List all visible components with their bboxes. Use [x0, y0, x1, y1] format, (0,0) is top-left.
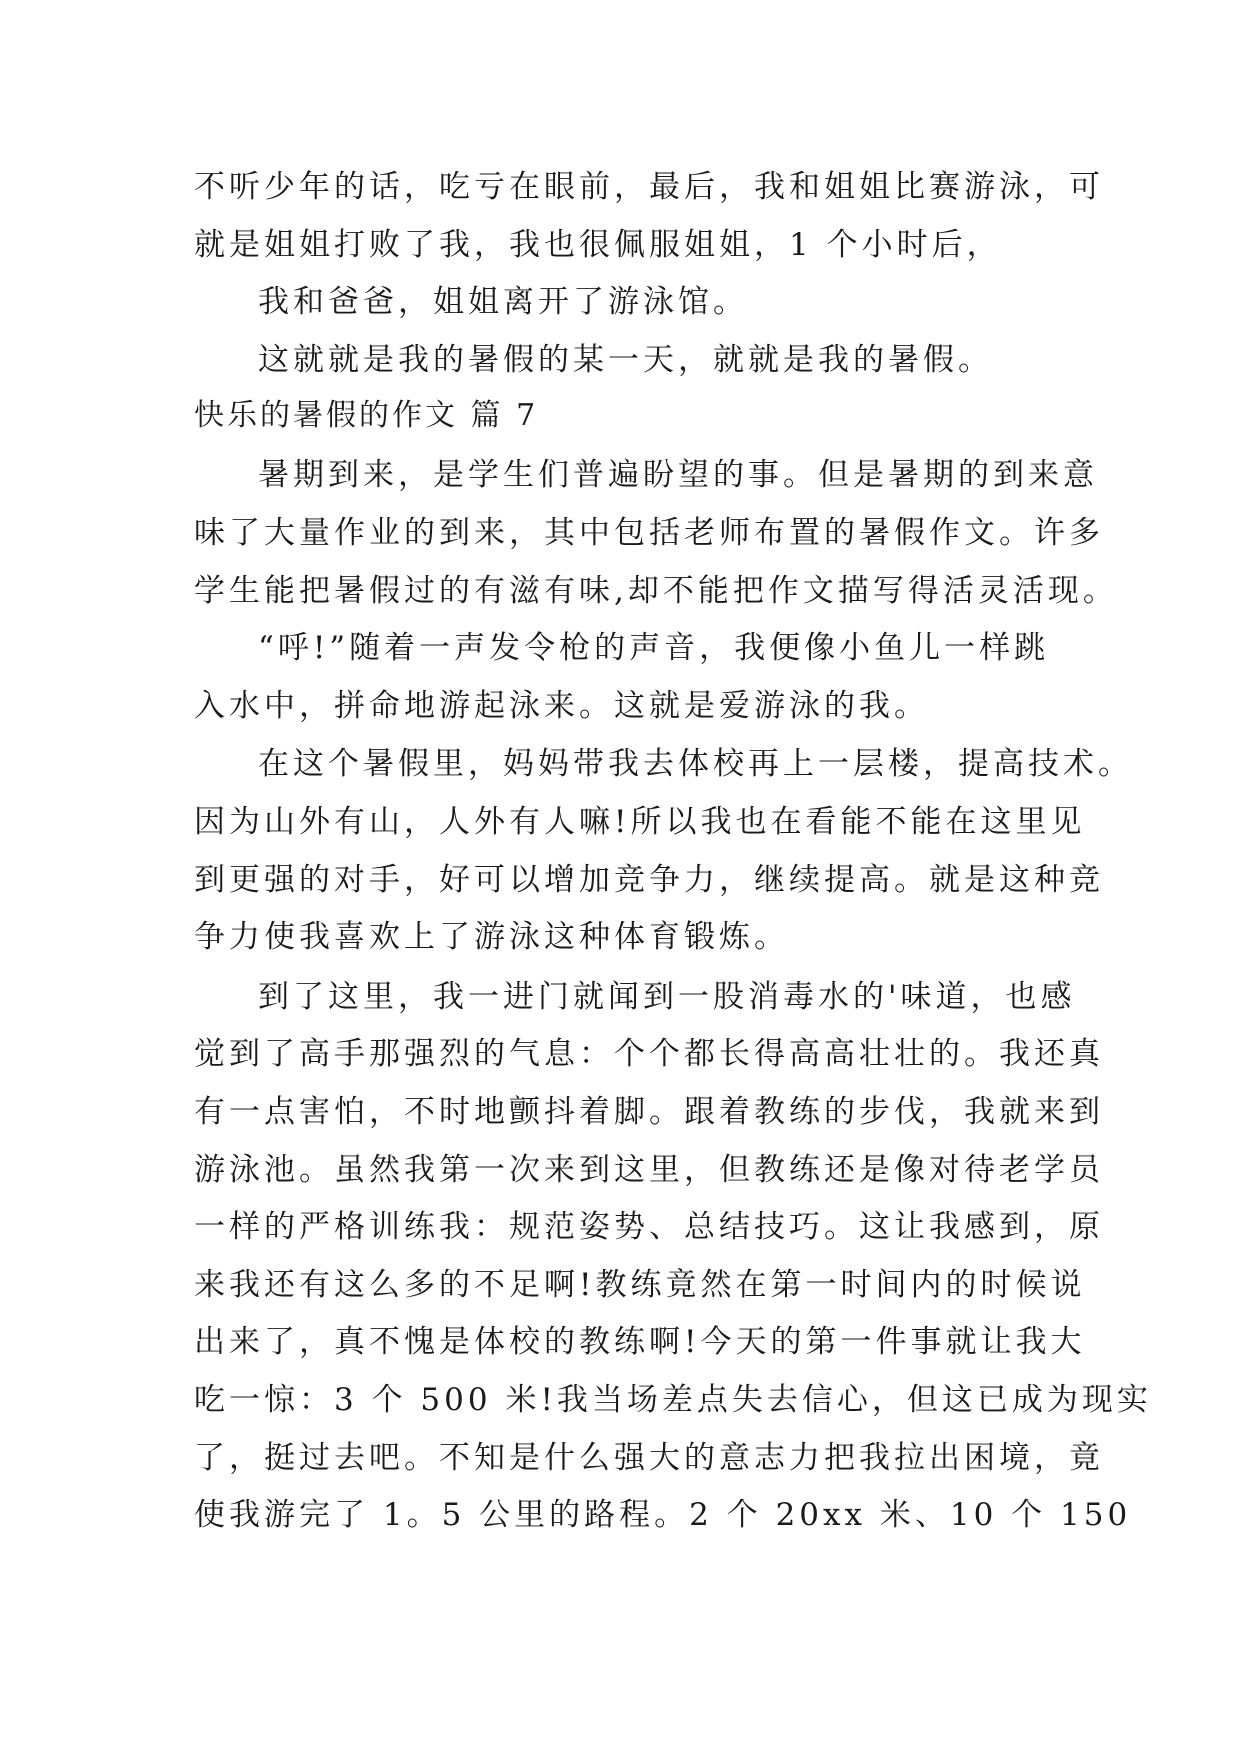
text-line: 使我游完了 1。5 公里的路程。2 个 20xx 米、10 个 150 — [194, 1497, 1132, 1533]
text-line: 到更强的对手，好可以增加竞争力，继续提高。就是这种竞 — [194, 862, 1104, 898]
text-line: 觉到了高手那强烈的气息：个个都长得高高壮壮的。我还真 — [194, 1036, 1104, 1072]
section-heading: 快乐的暑假的作文 篇 7 — [194, 398, 539, 433]
text-line: 因为山外有山，人外有人嘛!所以我也在看能不能在这里见 — [194, 804, 1086, 840]
text-line: 我和爸爸，姐姐离开了游泳馆。 — [258, 284, 748, 320]
text-line: 入水中，拼命地游起泳来。这就是爱游泳的我。 — [194, 688, 929, 724]
text-line: 不听少年的话，吃亏在眼前，最后，我和姐姐比赛游泳，可 — [194, 169, 1104, 205]
text-line: 在这个暑假里，妈妈带我去体校再上一层楼，提高技术。 — [258, 746, 1133, 782]
text-line: 来我还有这么多的不足啊!教练竟然在第一时间内的时候说 — [194, 1267, 1086, 1303]
text-line: 吃一惊：3 个 500 米!我当场差点失去信心，但这已成为现实 — [194, 1382, 1152, 1418]
text-line: 到了这里，我一进门就闻到一股消毒水的'味道，也感 — [258, 979, 1076, 1015]
text-line: “呼!”随着一声发令枪的声音，我便像小鱼儿一样跳 — [258, 630, 1050, 666]
text-line: 出来了，真不愧是体校的教练啊!今天的第一件事就让我大 — [194, 1324, 1086, 1360]
text-line: 了，挺过去吧。不知是什么强大的意志力把我拉出困境，竟 — [194, 1440, 1104, 1476]
text-line: 暑期到来，是学生们普遍盼望的事。但是暑期的到来意 — [258, 457, 1098, 493]
text-line: 学生能把暑假过的有滋有味,却不能把作文描写得活灵活现。 — [194, 573, 1118, 609]
text-line: 争力使我喜欢上了游泳这种体育锻炼。 — [194, 919, 789, 955]
text-line: 一样的严格训练我：规范姿势、总结技巧。这让我感到，原 — [194, 1209, 1104, 1245]
text-line: 这就就是我的暑假的某一天，就就是我的暑假。 — [258, 342, 993, 378]
text-line: 有一点害怕，不时地颤抖着脚。跟着教练的步伐，我就来到 — [194, 1094, 1104, 1130]
text-line: 游泳池。虽然我第一次来到这里，但教练还是像对待老学员 — [194, 1152, 1104, 1188]
text-line: 味了大量作业的到来，其中包括老师布置的暑假作文。许多 — [194, 515, 1104, 551]
text-line: 就是姐姐打败了我，我也很佩服姐姐，1 个小时后， — [194, 227, 1002, 263]
